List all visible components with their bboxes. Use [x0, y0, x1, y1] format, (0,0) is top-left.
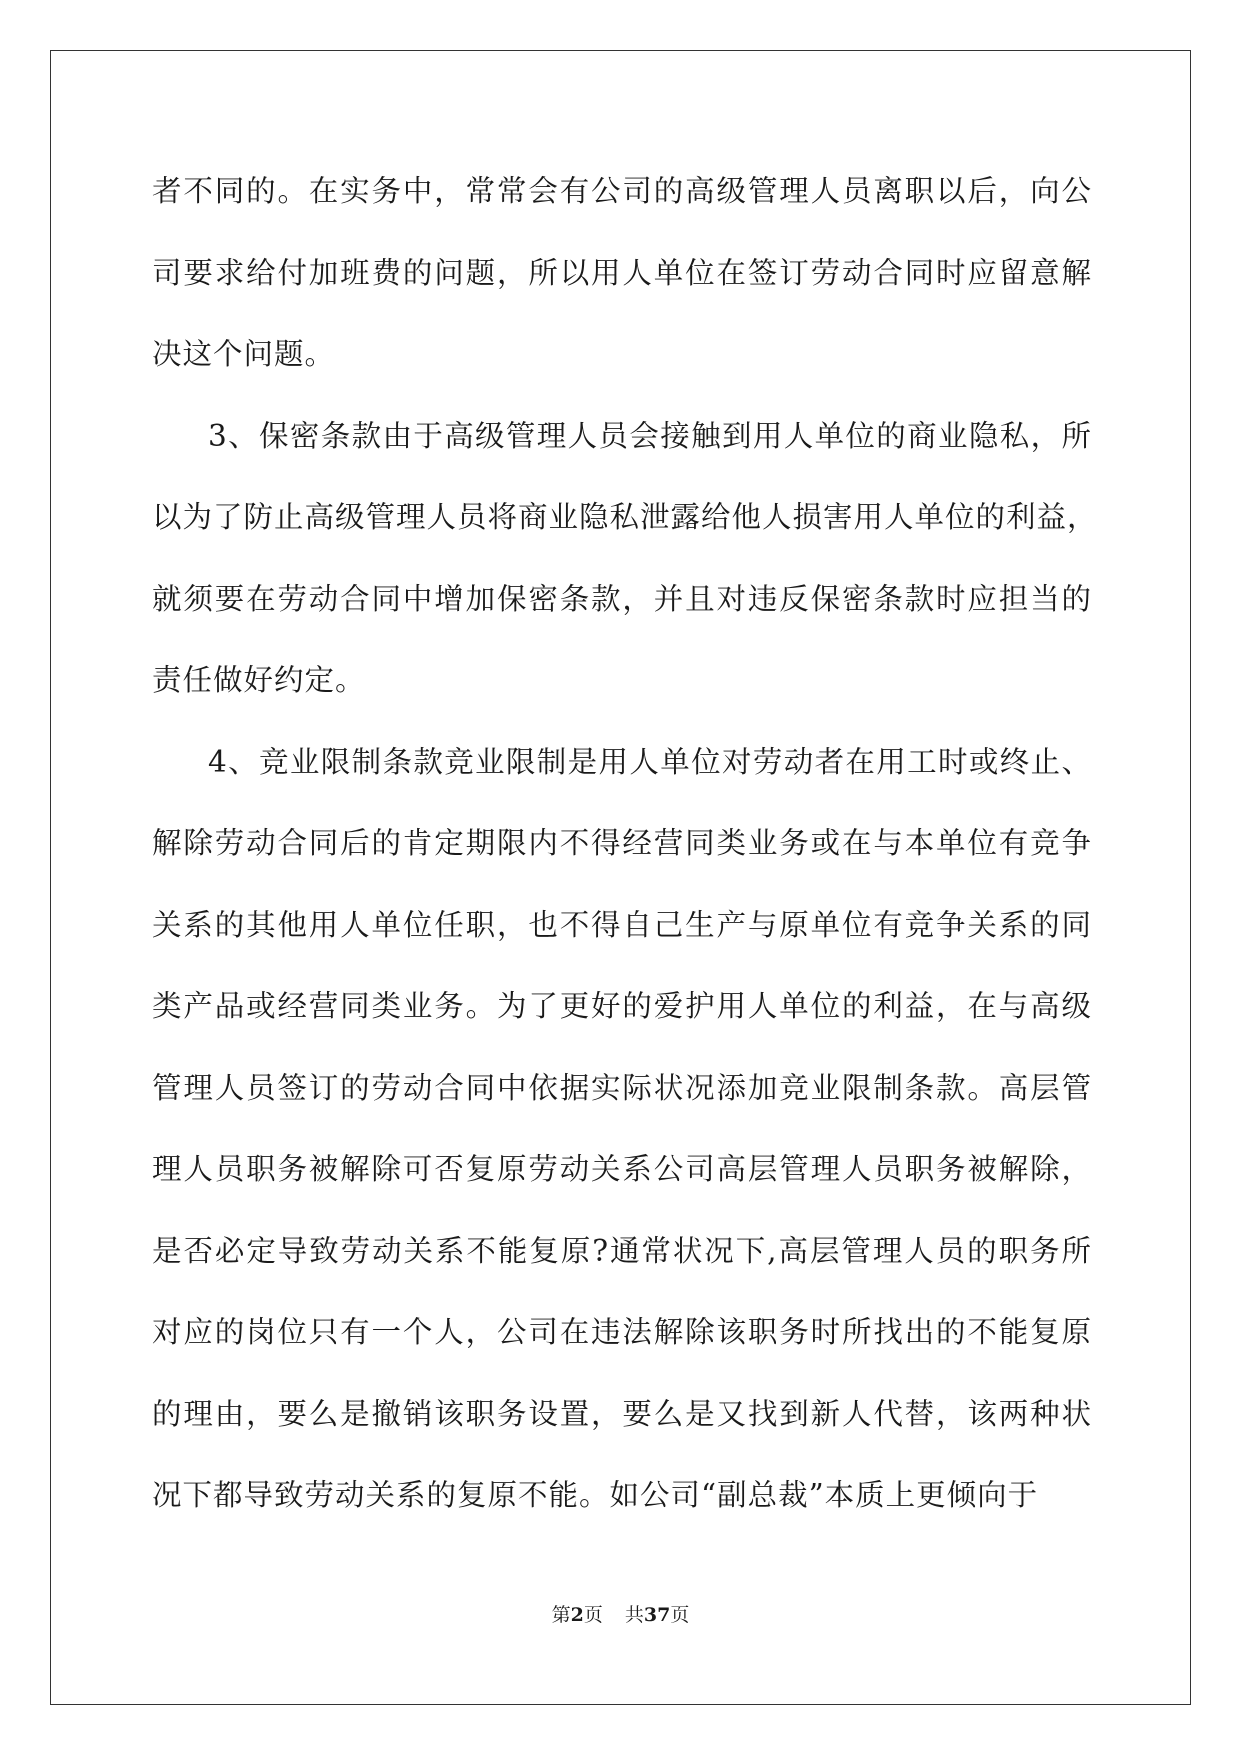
page-number: 2 — [570, 1604, 584, 1626]
total-suffix: 页 — [670, 1604, 690, 1626]
page-suffix: 页 — [583, 1604, 603, 1626]
paragraph-line: 的理由，要么是撤销该职务设置，要么是又找到新人代替，该两种状 — [152, 1396, 1092, 1431]
paragraph-line: 况下都导致劳动关系的复原不能。如公司“副总裁”本质上更倾向于 — [152, 1478, 1039, 1512]
paragraph-line: 是否必定导致劳动关系不能复原?通常状况下,高层管理人员的职务所 — [152, 1233, 1092, 1268]
paragraph-line: 4、竞业限制条款竞业限制是用人单位对劳动者在用工时或终止、 — [208, 744, 1092, 779]
paragraph-line: 管理人员签订的劳动合同中依据实际状况添加竞业限制条款。高层管 — [152, 1070, 1092, 1105]
paragraph-line: 3、保密条款由于高级管理人员会接触到用人单位的商业隐私，所 — [208, 418, 1092, 453]
paragraph-line: 关系的其他用人单位任职，也不得自己生产与原单位有竞争关系的同 — [152, 907, 1092, 942]
paragraph-line: 决这个问题。 — [152, 337, 336, 371]
document-body — [152, 163, 1098, 1549]
page-footer — [0, 1600, 1241, 1627]
total-prefix: 共 — [624, 1604, 644, 1626]
paragraph-line: 责任做好约定。 — [152, 663, 366, 697]
total-pages: 37 — [643, 1604, 671, 1626]
paragraph-line: 以为了防止高级管理人员将商业隐私泄露给他人损害用人单位的利益， — [152, 500, 1098, 534]
paragraph-line: 就须要在劳动合同中增加保密条款，并且对违反保密条款时应担当的 — [152, 581, 1092, 616]
paragraph-line: 对应的岗位只有一个人，公司在违法解除该职务时所找出的不能复原 — [152, 1315, 1092, 1349]
paragraph-line: 者不同的。在实务中，常常会有公司的高级管理人员离职以后，向公 — [152, 174, 1092, 208]
paragraph-line: 类产品或经营同类业务。为了更好的爱护用人单位的利益，在与高级 — [152, 989, 1092, 1023]
paragraph-line: 解除劳动合同后的肯定期限内不得经营同类业务或在与本单位有竞争 — [152, 826, 1092, 860]
paragraph-line: 司要求给付加班费的问题，所以用人单位在签订劳动合同时应留意解 — [152, 255, 1092, 290]
page-prefix: 第 — [551, 1604, 571, 1626]
paragraph-line: 理人员职务被解除可否复原劳动关系公司高层管理人员职务被解除， — [152, 1152, 1092, 1186]
